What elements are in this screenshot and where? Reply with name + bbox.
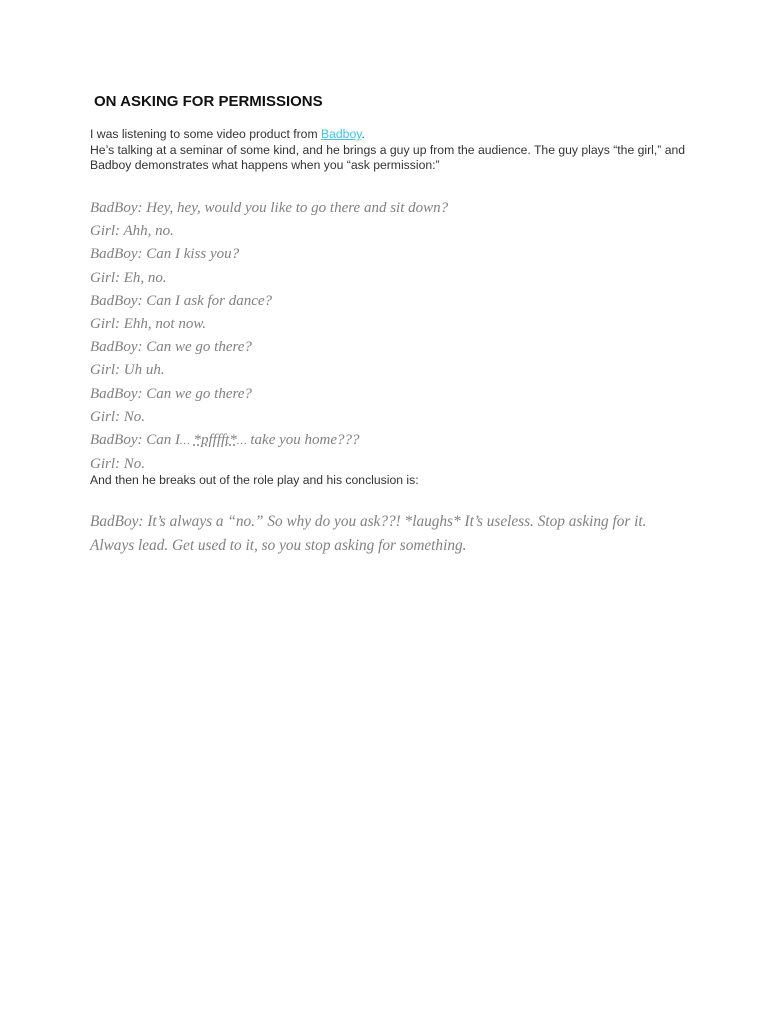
ellipsis-1: … [179, 435, 190, 448]
dialogue-line: Girl: Uh uh. [90, 362, 165, 379]
dialogue-line: Girl: Eh, no. [90, 269, 167, 286]
dialogue-line: Girl: No. [90, 456, 146, 473]
intro-paragraph [90, 127, 690, 174]
dialogue-line: BadBoy: Hey, hey, would you like to go there and sit down? [90, 200, 449, 216]
dialogue-list [90, 197, 690, 476]
dialogue-line-take-you-home [90, 429, 690, 453]
intro-line-1-prefix: I was listening to some video product from [90, 127, 321, 141]
page-title: ON ASKING FOR PERMISSIONS [94, 93, 323, 110]
pfff-sound: *pfffft* [193, 432, 237, 449]
badboy-link[interactable]: Badboy [321, 127, 362, 141]
intro-line-2: He’s talking at a seminar of some kind, and he brings a guy up from the audience. The guy plays “the girl,” and Badboy demonstrates what happens when you “ask permission:” [90, 142, 686, 172]
conclusion-quote: BadBoy: It’s always a “no.” So why do you ask??! *laughs* It’s useless. Stop asking for it. Always lead. Get used to it, so you stop asking for something. [90, 513, 647, 554]
dialogue-line: Girl: Ehh, not now. [90, 316, 206, 333]
intro-line-1 [90, 127, 690, 143]
dialogue-line-start: BadBoy: Can I [90, 432, 180, 449]
dialogue-line: BadBoy: Can we go there? [90, 385, 252, 402]
dialogue-line: BadBoy: Can we go there? [90, 339, 252, 356]
dialogue-line: Girl: No. [90, 408, 146, 425]
dialogue-line-tail: take you home??? [246, 432, 360, 449]
conclusion-intro: And then he breaks out of the role play and his conclusion is: [90, 473, 419, 487]
ellipsis-2: … [236, 435, 247, 448]
intro-line-1-suffix: . [361, 127, 365, 141]
dialogue-line: BadBoy: Can I kiss you? [90, 246, 240, 263]
dialogue-line: BadBoy: Can I ask for dance? [90, 292, 273, 309]
dialogue-line: Girl: Ahh, no. [90, 223, 174, 240]
